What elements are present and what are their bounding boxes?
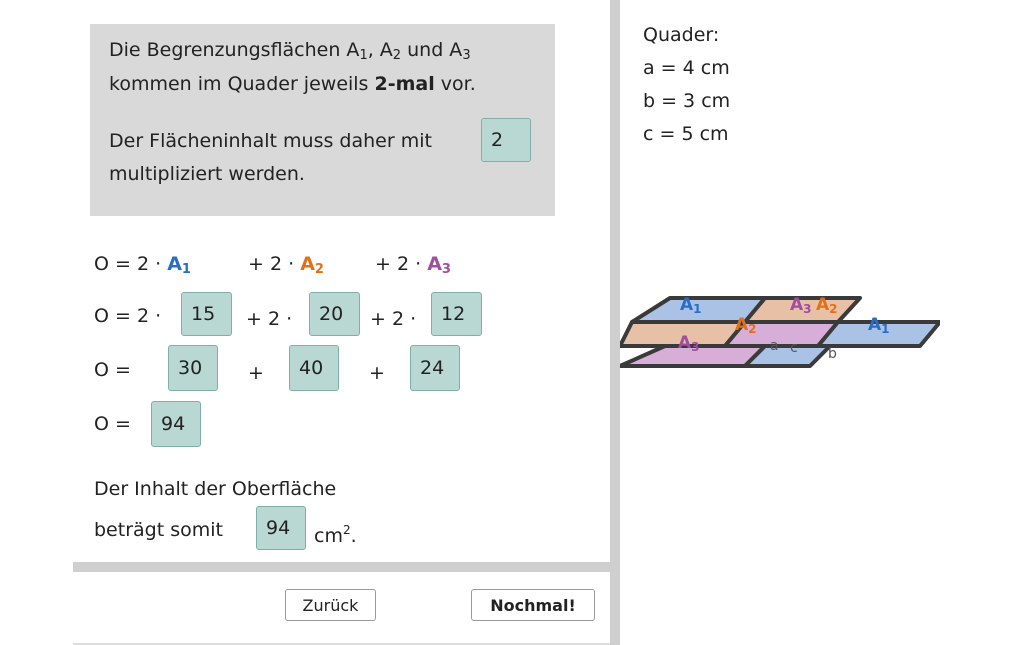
net-label-a2-mid: A2	[735, 315, 757, 336]
net-label-a2-top: A2	[816, 295, 838, 316]
result-line-1: Der Inhalt der Oberfläche	[94, 478, 337, 500]
multiplier-input[interactable]: 2	[481, 118, 531, 162]
formula-row-3-plus-1: +	[248, 362, 264, 384]
product-3-input[interactable]: 24	[410, 345, 460, 391]
horizontal-divider	[73, 562, 610, 572]
back-button[interactable]: Zurück	[285, 589, 376, 621]
cuboid-c: c = 5 cm	[643, 123, 729, 145]
net-edge-label-c: c	[790, 340, 798, 356]
formula-row-1-term-2: + $2 \cdot A_2$	[248, 253, 324, 277]
net-label-a3-left: A3	[678, 333, 700, 354]
formula-row-1-term-3: + $2 \cdot A_3$	[375, 253, 451, 277]
hint-line-2: kommen im Quader jeweils 2-mal vor.	[109, 73, 476, 95]
net-label-a3-top: A3	[790, 295, 812, 316]
formula-row-3-prefix: O =	[94, 359, 131, 381]
area-a3-input[interactable]: 12	[431, 292, 482, 336]
cuboid-title: Quader:	[643, 24, 720, 46]
surface-total-input[interactable]: 94	[151, 401, 201, 447]
formula-row-3-plus-2: +	[369, 362, 385, 384]
net-label-a1-right: A1	[868, 315, 890, 336]
formula-row-1: $O = 2 \cdot A_1$	[94, 253, 191, 277]
formula-row-2-plus-2: + 2 ·	[370, 308, 417, 330]
formula-row-2-prefix: O = 2 ·	[94, 305, 162, 327]
result-input[interactable]: 94	[256, 506, 306, 550]
product-1-input[interactable]: 30	[168, 345, 218, 391]
hint-line-1: Die Begrenzungsflächen $A_1$, $A_2$ und $A_3$	[109, 39, 471, 63]
result-line-2-label: beträgt somit	[94, 519, 223, 541]
net-label-a1: A1	[680, 295, 702, 316]
cuboid-net-drawing	[620, 280, 940, 380]
hint-line-4: multipliziert werden.	[109, 163, 305, 185]
formula-row-4-prefix: O =	[94, 413, 131, 435]
cuboid-b: b = 3 cm	[643, 90, 731, 112]
area-a2-input[interactable]: 20	[309, 292, 360, 336]
formula-row-2-plus-1: + 2 ·	[246, 308, 293, 330]
cuboid-a: a = 4 cm	[643, 57, 730, 79]
again-button[interactable]: Nochmal!	[471, 589, 595, 621]
product-2-input[interactable]: 40	[289, 345, 339, 391]
vertical-divider	[610, 0, 620, 645]
area-a1-input[interactable]: 15	[181, 292, 232, 336]
net-edge-label-b: b	[828, 346, 837, 362]
net-edge-label-a: a	[770, 338, 779, 354]
result-unit: $cm^2$.	[314, 523, 357, 547]
hint-line-3: Der Flächeninhalt muss daher mit	[109, 130, 432, 152]
